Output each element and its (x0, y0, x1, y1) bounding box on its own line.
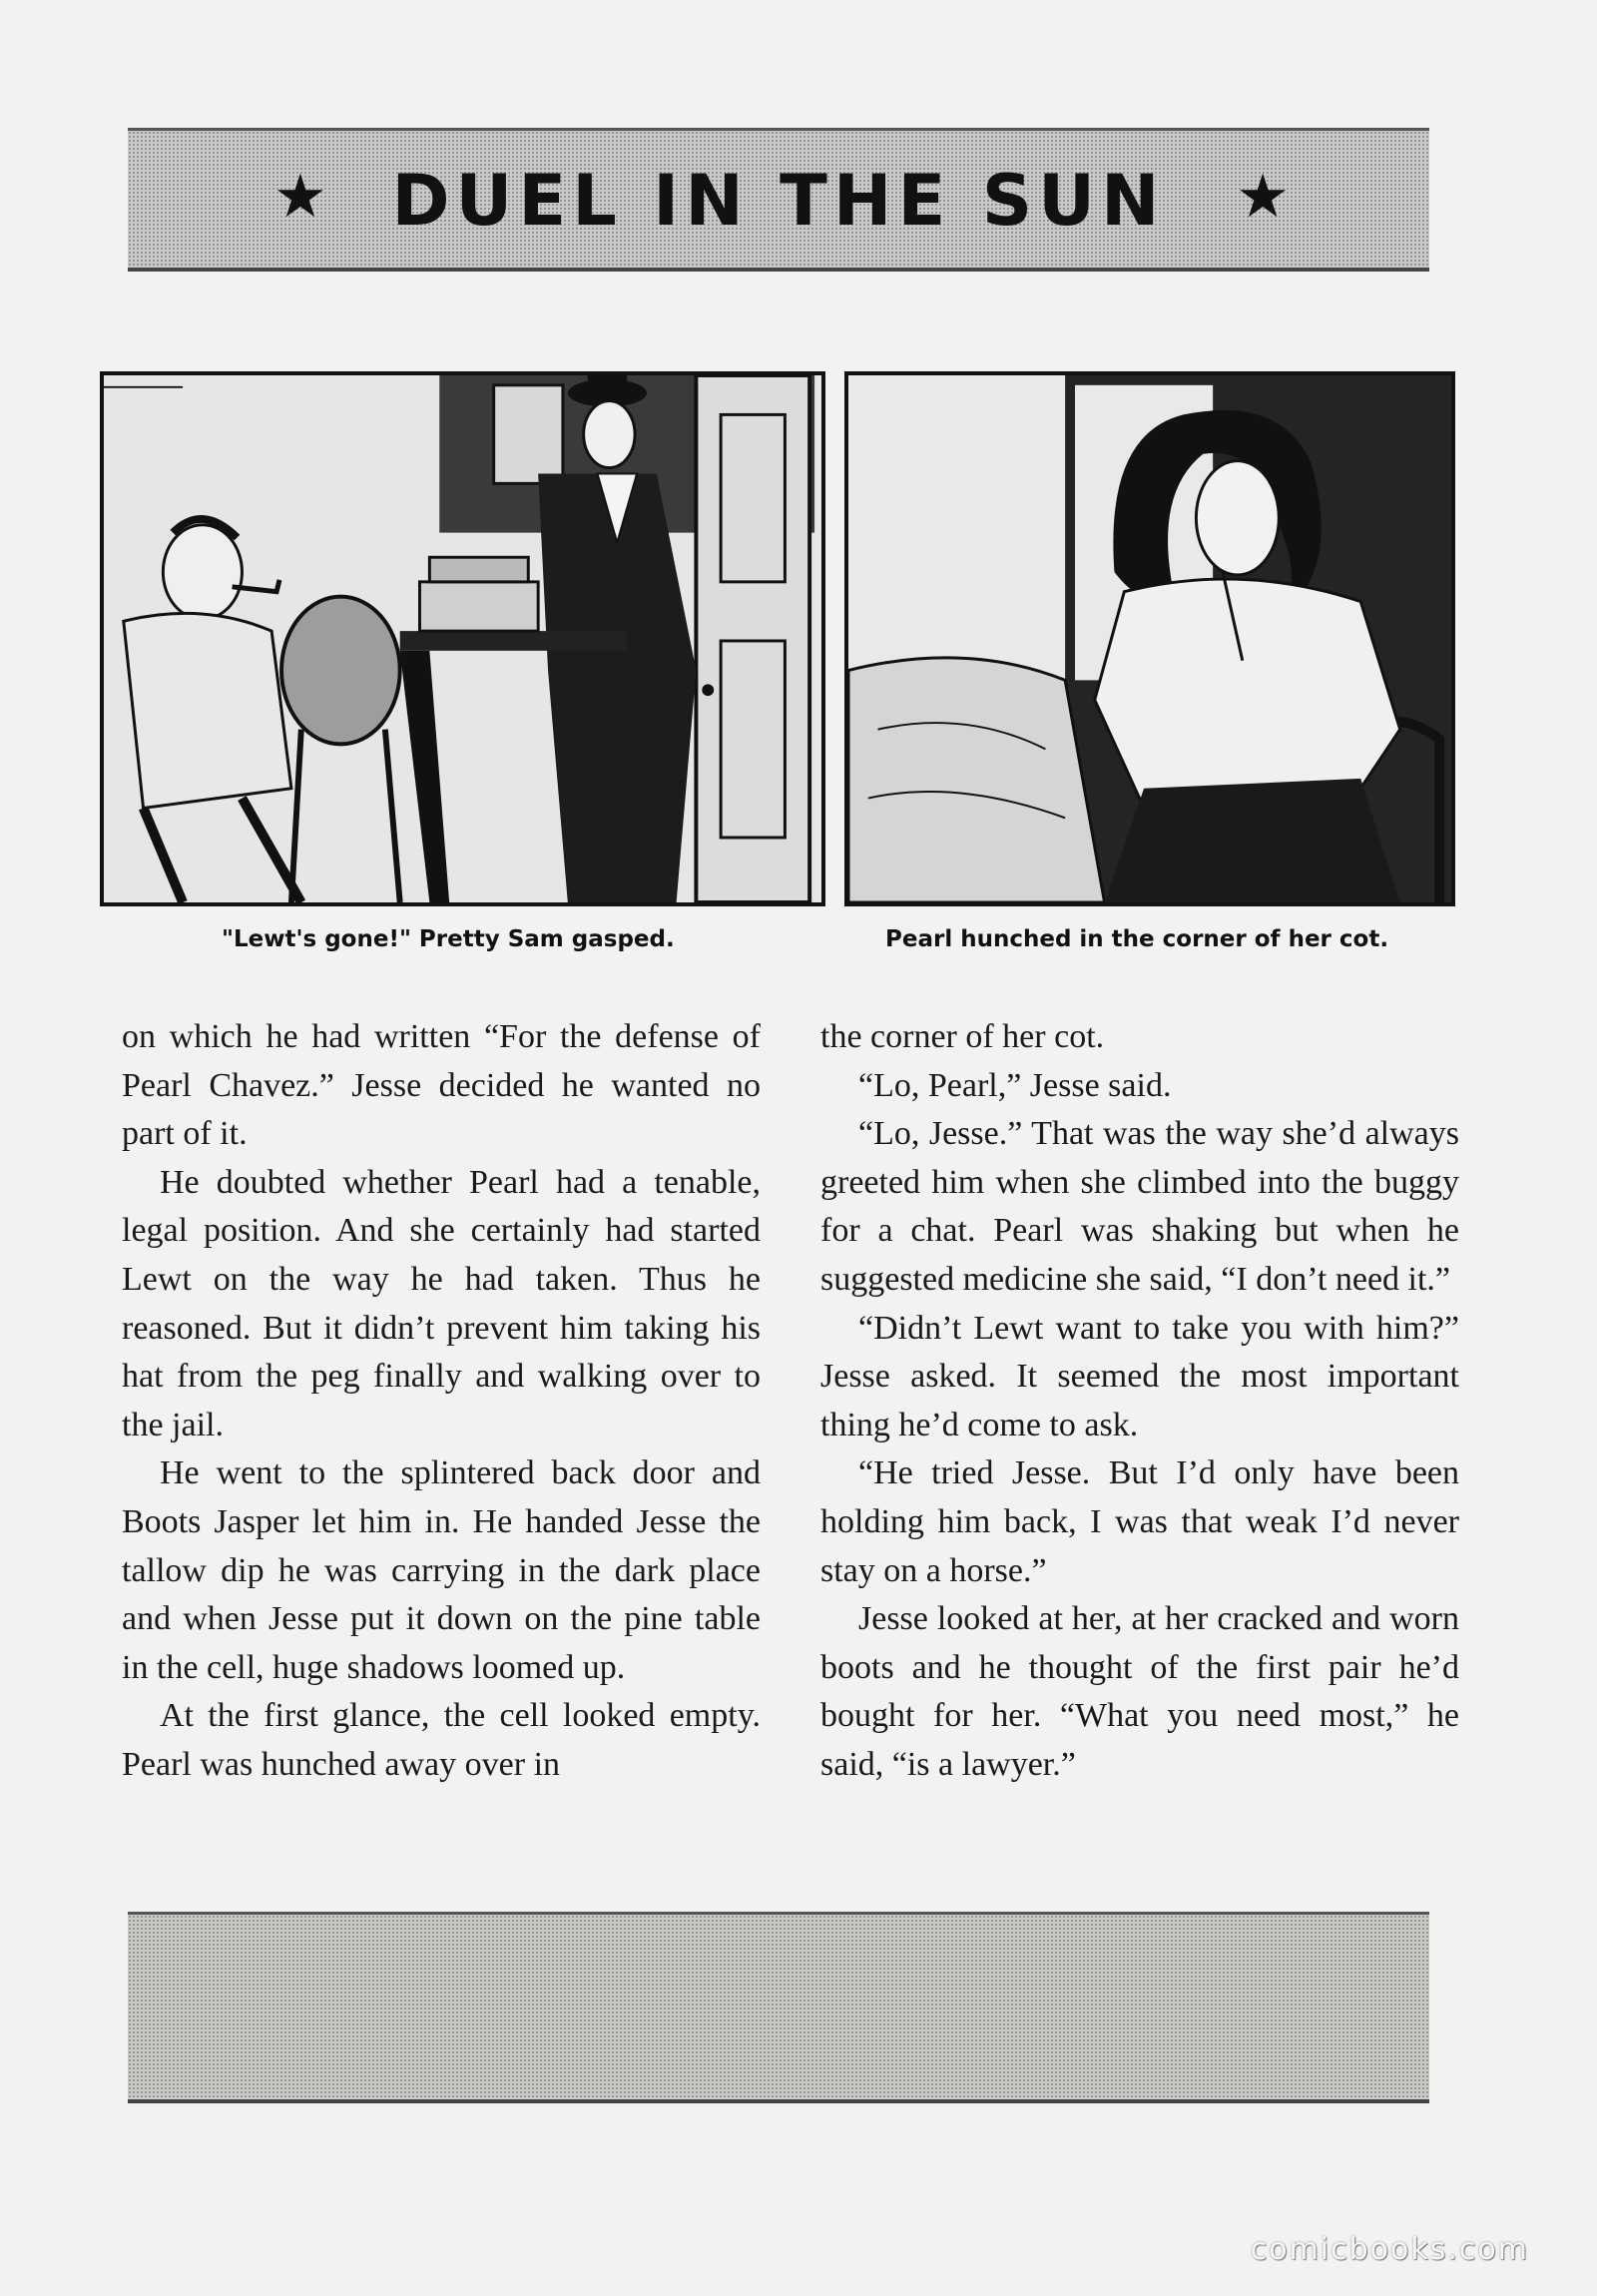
text-column-left (122, 1013, 761, 1790)
paragraph: “Didn’t Lewt want to take you with him?” Jesse asked. It seemed the most important thing he’d come to ask. (820, 1309, 1459, 1443)
text-column-right (820, 1013, 1459, 1790)
star-icon: ★ (1236, 162, 1290, 232)
panel-caption-left: "Lewt's gone!" Pretty Sam gasped. (222, 926, 675, 952)
panel-caption-right: Pearl hunched in the corner of her cot. (885, 926, 1389, 952)
story-title: DUEL IN THE SUN (391, 160, 1166, 242)
star-icon: ★ (273, 162, 327, 232)
paragraph: on which he had written “For the defense of Pearl Chavez.” Jesse decided he wanted no part of it. (122, 1018, 761, 1153)
paragraph: At the first glance, the cell looked empty. Pearl was hunched away over in (122, 1697, 761, 1783)
paragraph: “Lo, Jesse.” That was the way she’d always greeted him when she climbed into the buggy for a chat. Pearl was shaking but when he suggested medicine she said, “I don’t need it.” (820, 1115, 1459, 1298)
footer-banner (128, 1912, 1429, 2103)
paragraph: He went to the splintered back door and Boots Jasper let him in. He handed Jesse the tallow dip he was carrying in the dark place and when Jesse put it down on the pine table in the cell, huge shadows loomed up. (122, 1454, 761, 1686)
paragraph: He doubted whether Pearl had a tenable, legal position. And she certainly had started Lewt on the way he had taken. Thus he reasoned. But it didn’t prevent him taking his hat from the peg finally and walking over to the jail. (122, 1163, 761, 1443)
illustration-panel-cell (844, 371, 1455, 906)
site-watermark: comicbooks.com (1250, 2232, 1529, 2267)
paragraph: the corner of her cot. (820, 1018, 1105, 1055)
title-banner (128, 128, 1429, 272)
paragraph: “He tried Jesse. But I’d only have been holding him back, I was that weak I’d never stay on a horse.” (820, 1454, 1459, 1589)
paragraph: Jesse looked at her, at her cracked and worn boots and he thought of the first pair he’d bought for her. “What you need most,” he said, “is a lawyer.” (820, 1600, 1459, 1783)
illustration-panel-office (100, 371, 825, 906)
paragraph: “Lo, Pearl,” Jesse said. (858, 1066, 1172, 1104)
